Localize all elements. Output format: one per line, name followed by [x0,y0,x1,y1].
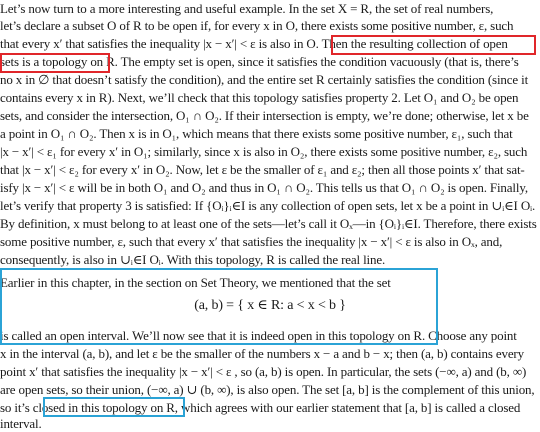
text-line: point x′ that satisfies the inequality |x − x′| < ε , so (a, b) is open. In particular, the sets (−∞, a) and (b, ∞) [0,364,527,379]
text-line: no x in ∅ that doesn’t satisfy the condition), and the entire set R certainly satisfies the condition (since it [0,72,529,87]
text-line: x in the interval (a, b), and let ε be the smaller of the numbers x − a and b − x; then (a, b) contains every [0,346,524,361]
text-line: Earlier in this chapter, in the section on Set Theory, we mentioned that the set [0,275,391,290]
text-line: some positive number, ε, such that every x′ that satisfies the inequality |x − x′| < ε is also in Oₓ, and, [0,234,503,249]
red-highlight-box [331,35,536,55]
text-line: are open sets, so their union, (−∞, a) ∪ (b, ∞), is also open. The set [a, b] is the complement of this union, [0,382,535,397]
text-line: contains every x in R). Next, we’ll check that this topology satisfies property 2. Let O₁ and O₂ be open [0,90,519,105]
text-line: isfy |x − x′| < ε will be in both O₁ and O₂ and thus in O₁ ∩ O₂. This tells us that O₁ ∩ O₂ is open. Finally, [0,180,528,195]
red-highlight-box [0,53,110,73]
text-line: consequently, is also in ∪ᵢ∈I Oᵢ. With this topology, R is called the real line. [0,252,386,267]
blue-highlight-box [0,268,438,345]
formula: (a, b) = { x ∈ R: a < x < b } [194,298,346,313]
text-line: that |x − x′| < ε₂ for every x′ in O₂. Now, let ε be the smaller of ε₁ and ε₂; then all those points x′ that sat- [0,162,525,177]
text-line: By definition, x must belong to at least one of the sets—let’s call it Oₓ—in {Oᵢ}ᵢ∈I. Therefore, there exists [0,216,537,231]
blue-highlight-box [43,397,185,417]
text-line: is called an open interval. We’ll now see that it is indeed open in this topology on R. Choose any point [0,328,517,343]
text-line: that every x′ that satisfies the inequality |x − x′| < ε is also in O. Then the resulting collection of open [0,36,508,51]
text-line: let’s declare a subset O of R to be open if, for every x in O, there exists some positive number, ε, such [0,18,514,33]
text-line: a point in O₁ ∩ O₂. Then x is in O₁, which means that there exists some positive number, ε₁, such that [0,126,513,141]
text-line: Let’s now turn to a more interesting and useful example. In the set X = R, the set of real numbers, [0,1,494,16]
text-line: let’s verify that property 3 is satisfied: If {Oᵢ}ᵢ∈I is any collection of open sets, let x be a point in ∪ᵢ∈I Oᵢ. [0,198,536,213]
text-line: sets is a topology on R. The empty set is open, since it satisfies the condition vacuously (that is, there’s [0,54,519,69]
text-line: |x − x′| < ε₁ for every x′ in O₁; similarly, since x is also in O₂, there exists some positive number, ε₂, such [0,144,528,159]
text-line: so it’s closed in this topology on R, which agrees with our earlier statement that [a, b] is called a closed [0,400,521,415]
text-line: sets, and consider the intersection, O₁ ∩ O₂. If their intersection is empty, we’re done; otherwise, let x be [0,108,529,123]
text-line: interval. [0,416,42,431]
